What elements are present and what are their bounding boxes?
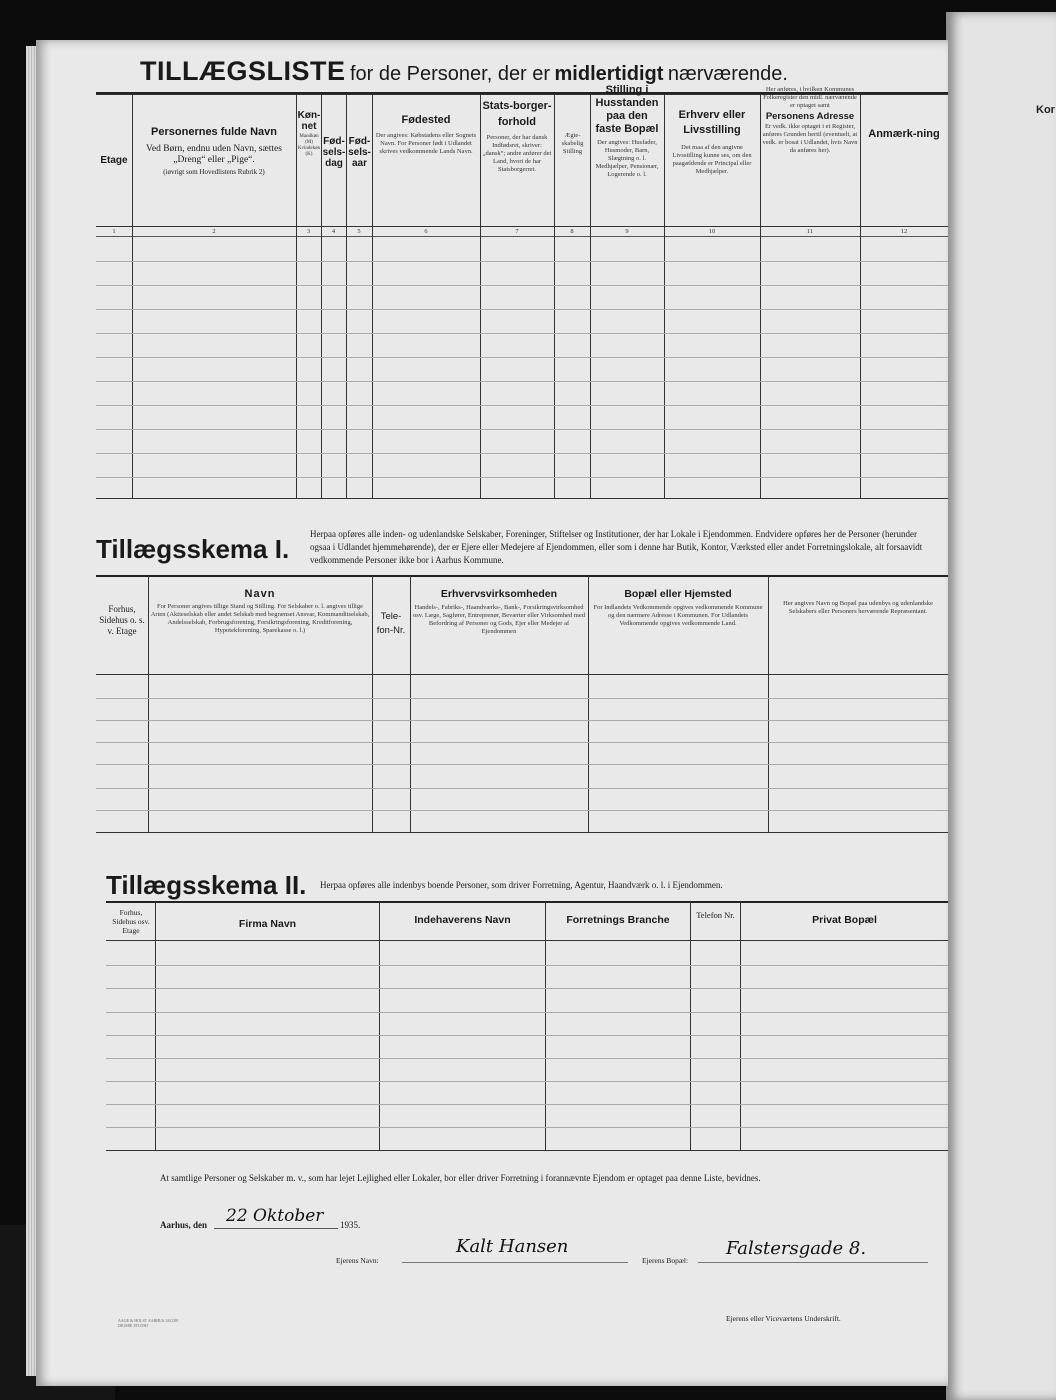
col-num-8: 8: [570, 228, 574, 235]
skema1-title: Tillægsskema I.: [96, 534, 290, 564]
skema1-col-rep: Her angives Navn og Bopæl paa udenbys og udenlandske Selskabers eller Personers herværende Repræsentant.: [783, 600, 933, 615]
col-num-6: 6: [424, 228, 428, 235]
date-line: Aarhus, den: [160, 1220, 208, 1230]
col-birthplace-header: Fødested Der angives: Købstadens eller Sognets Navn. For Personer født i Udlandet skrives vedkommende Lands Navn.: [375, 114, 477, 155]
signature-caption: Ejerens eller Viceværtens Underskrift.: [726, 1314, 841, 1323]
col-marital-header: Ægte-skabelig Stilling: [561, 132, 584, 155]
col-birthyear-header: Fød-sels-aar: [348, 136, 371, 169]
skema1-col-name: Navn For Personer angives tillige Stand og Stilling. For Selskaber o. l. angives tillige Arten (Aktieselskab eller andet Selskab med begrænset Ansvar, Kommanditselskab, Andelsselskab, Forbrugsforening, Forsikringsforening, Kreditforening, Hypotekforening, Sparekasse o. l.): [150, 588, 370, 634]
owner-address-label: Ejerens Bopæl:: [642, 1256, 689, 1265]
skema2-col-owner: Indehaverens Navn: [414, 914, 511, 926]
skema2-col-phone: Telefon Nr.: [696, 910, 735, 920]
skema1-description: Herpaa opføres alle inden- og udenlandske Selskaber, Foreninger, Stiftelser og Institutioner, der har Lokale i Ejendommen. Endvidere opføres her de Personer (herunder ogsaa i Udlandet hjemmehørende), der er Ejere eller Medejere af Ejendommen, eller som i denne har Butik, Kontor, Værksted eller andet Forretningslokale, alt forsaavidt vedkommende Personer ikke bor i Aarhus Kommune.: [310, 529, 923, 565]
skema1-col-floor: Forhus, Sidehus o. s. v. Etage: [99, 604, 145, 636]
col-remarks-header: Anmærk-ning: [868, 128, 940, 140]
col-num-10: 10: [708, 228, 716, 235]
owner-address-handwritten: Falstersgade 8.: [726, 1238, 867, 1259]
col-etage-header: Etage: [100, 155, 128, 166]
col-num-12: 12: [900, 228, 908, 235]
col-num-3: 3: [306, 228, 311, 235]
col-num-4: 4: [331, 228, 336, 235]
col-citizenship-header: Stats-borger-forhold Personer, der har dansk Indfødsret, skriver: „dansk“; andre anfører det Land, hvori de har Statsborgerret.: [482, 100, 552, 173]
skema1-col-phone: Tele-fon-Nr.: [376, 611, 406, 636]
col-occupation-header: Erhverv eller Livsstilling Det maa af den angivne Livsstilling kunne ses, om den paagældende er Principal eller Medhjælper.: [672, 109, 752, 175]
skema2-col-floor: Forhus, Sidehus osv. Etage: [112, 908, 150, 935]
owner-name-label: Ejerens Navn:: [336, 1256, 379, 1265]
col-num-1: 1: [112, 228, 116, 235]
skema2-col-branch: Forretnings Branche: [566, 914, 670, 926]
facing-page: [946, 12, 1056, 1400]
page-title: TILLÆGSLISTE for de Personer, der er midlertidigt nærværende.: [140, 56, 788, 86]
printer-imprint: AAGE & HOLST AARHUS JACOB DIGSRE STOTHJ: [118, 1318, 178, 1328]
owner-signature: Kalt Hansen: [456, 1236, 569, 1257]
skema2-col-home: Privat Bopæl: [812, 914, 877, 926]
col-num-2: 2: [212, 228, 216, 235]
skema1-col-home: Bopæl eller Hjemsted For Indlandets Vedkommende opgives vedkommende Kommune og den nærmere Adresse i Kommunen. For Udlandets Vedkommende opgives vedkommende Land.: [593, 588, 763, 627]
skema1-col-trade: Erhvervsvirksomheden Handels-, Fabriks-, Haandværks-, Bank-, Forsikringsvirksomhed osv. Læge, Sagfører, Entreprenør, Beværter eller Virksomhed med Befordring af Personer og Gods, Ejer eller Medejer af Ejendommen: [412, 588, 585, 635]
col-gender-header: Køn-net Mandkøn (M) Kvindekøn (K): [297, 110, 321, 157]
skema2-title: Tillægsskema II.: [106, 870, 307, 900]
col-birthday-header: Fød-sels-dag: [322, 136, 346, 169]
skema2-col-firm: Firma Navn: [238, 918, 297, 930]
skema2-description: Herpaa opføres alle indenbys boende Personer, som driver Forretning, Agentur, Haandværk o. l. i Ejendommen.: [320, 880, 723, 890]
handwritten-date: 22 Oktober: [226, 1206, 324, 1226]
declaration-text: At samtlige Personer og Selskaber m. v., som har lejet Lejlighed eller Lokaler, bor eller driver Forretning i forannævnte Ejendom er optaget paa denne Liste, bevidnes.: [160, 1173, 761, 1183]
document-page: [36, 40, 948, 1386]
col-household-header: Stilling i Husstanden paa den faste Bopæl Der angives: Husfader, Husmoder, Barn, Slægtning o. l. Medhjælper, Pensionær, Logerende o. l.: [595, 84, 659, 178]
col-address-header: Her anføres, i hvilken Kommunes Folkeregister den midl. nærværende er optaget samt Personens Adresse Er vedk. ikke optaget i et Register, anføres Grunden hertil (eventuelt, at vedk. er bosat i Udlandet, hvis Navn da anføres her).: [762, 86, 858, 154]
col-name-header: Personernes fulde Navn Ved Børn, endnu uden Navn, sættes „Dreng“ eller „Pige“. (iøvrigt som Hovedlistens Rubrik 2): [146, 126, 282, 176]
col-num-11: 11: [806, 228, 814, 235]
col-num-9: 9: [625, 228, 629, 235]
facing-page-fragment: Kor: [1036, 104, 1055, 116]
col-num-7: 7: [515, 228, 519, 235]
year: 1935.: [340, 1220, 361, 1230]
col-num-5: 5: [357, 228, 361, 235]
